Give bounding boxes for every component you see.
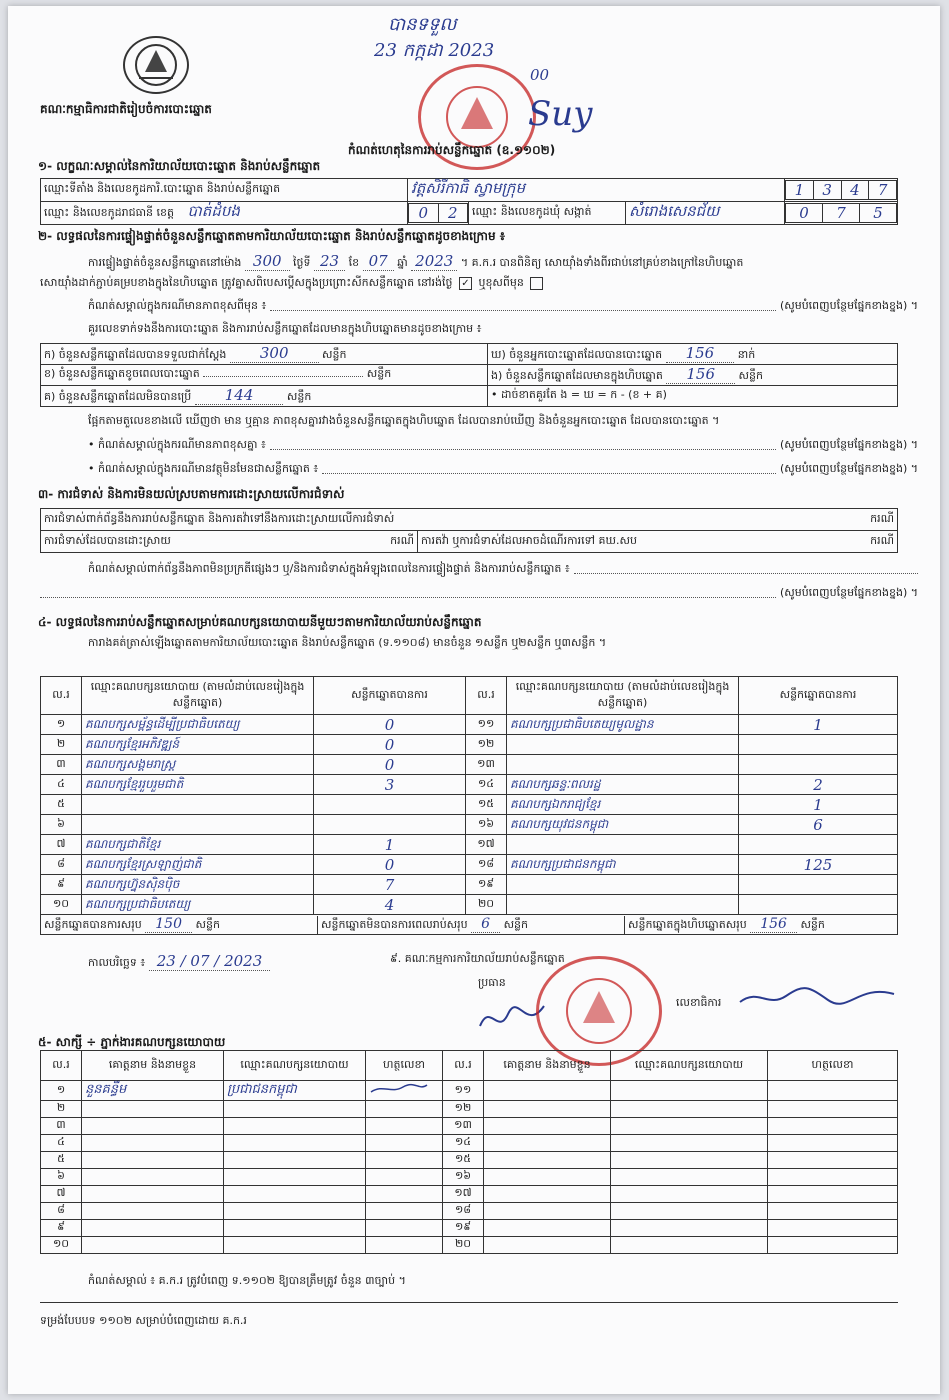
place-value: វត្តសិរីកាធិ ស្វាមក្រុម	[408, 179, 785, 202]
province-code-digit: 2	[438, 204, 468, 223]
party-row	[41, 795, 898, 815]
party-row	[41, 835, 898, 855]
count-formula: • ដាច់ខាតគួរតែ ង = ឃ = ក - (ខ + គ)	[488, 386, 898, 407]
witness-name	[484, 1081, 611, 1101]
party-votes	[739, 875, 898, 895]
count-value: 156	[666, 344, 735, 363]
count-row-d	[488, 344, 898, 365]
witness-party	[611, 1203, 768, 1220]
witness-name	[484, 1169, 611, 1186]
invalid-note-hint: (សូមបំពេញបន្ថែមផ្នែកខាងខ្នង) ។	[779, 462, 918, 475]
count-unit: សន្លឹក	[738, 369, 763, 382]
witness-name	[484, 1118, 611, 1135]
witness-party	[611, 1169, 768, 1186]
same-checkbox[interactable]: ✓	[459, 277, 472, 290]
witness-row	[41, 1135, 898, 1152]
count-row-e	[488, 365, 898, 386]
witness-no: ១២	[443, 1101, 484, 1118]
witness-party	[224, 1203, 366, 1220]
party-no: ១៩	[466, 875, 507, 895]
party-no: ១២	[466, 735, 507, 755]
resolved-row	[41, 531, 418, 553]
resolved-label: ការជំទាស់ដែលបានដោះស្រាយ	[44, 533, 171, 547]
section1-title: ១- លក្ខណៈសម្គាល់នៃការិយាល័យបោះឆ្នោត និងរាប់សន្លឹកឆ្នោត	[38, 159, 321, 173]
witness-party	[224, 1186, 366, 1203]
witness-name	[484, 1135, 611, 1152]
count-value: 144	[195, 386, 284, 405]
party-no: ៩	[41, 875, 82, 895]
forwarded-row	[418, 531, 898, 553]
invalid-note-label: • កំណត់សម្គាល់ក្នុងករណីមានវត្ថុមិនមែនជាសន្លឹកឆ្នោត ៖	[88, 462, 319, 475]
party-votes: 0	[314, 715, 466, 735]
witness-col-sign-2: ហត្ថលេខា	[768, 1051, 898, 1081]
total-valid	[41, 916, 318, 934]
witness-party: ប្រជាជនកម្ពុជា	[224, 1081, 366, 1101]
witness-party	[611, 1135, 768, 1152]
count-row-a	[41, 344, 488, 365]
witness-no: ៦	[41, 1169, 82, 1186]
place-code-digit: 4	[841, 181, 869, 200]
election-form-page	[8, 6, 940, 1394]
chief-signature-top: Suy	[528, 94, 593, 134]
witness-row	[41, 1101, 898, 1118]
commune-code-digit: 5	[860, 204, 897, 223]
commune-label: ឈ្មោះ និងលេខកូដឃុំ សង្កាត់	[469, 202, 626, 225]
witness-party	[224, 1237, 366, 1254]
witness-no: ១៦	[443, 1169, 484, 1186]
witness-row	[41, 1237, 898, 1254]
count-value: 300	[230, 344, 319, 363]
witness-row	[41, 1118, 898, 1135]
verify-hour: 300	[245, 252, 290, 271]
form-title: កំណត់ហេតុនៃការរាប់សន្លឹកឆ្នោត (ឧ.១១០២)	[348, 143, 556, 157]
party-name: គណបក្សជាតិខ្មែរ	[82, 835, 314, 855]
witness-signature	[366, 1135, 443, 1152]
party-name: គណបក្សសម្ព័ន្ធដើម្បីប្រជាធិបតេយ្យ	[82, 715, 314, 735]
witness-signature	[768, 1237, 898, 1254]
verify-line-2	[40, 276, 920, 292]
witness-signature	[768, 1169, 898, 1186]
count-label: ឃ) ចំនួនអ្នកបោះឆ្នោតដែលបានបោះឆ្នោត	[491, 348, 663, 361]
party-no: ១៧	[466, 835, 507, 855]
commune-code-digit: 0	[786, 204, 823, 223]
party-name: គណបក្សខ្មែររួបរួមជាតិ	[82, 775, 314, 795]
different-checkbox[interactable]	[530, 277, 543, 290]
party-no: ៦	[41, 815, 82, 835]
diff-note	[88, 438, 918, 454]
party-votes: 4	[314, 895, 466, 915]
objection-row	[41, 509, 898, 531]
received-code: 00	[530, 66, 550, 84]
unit-label: សន្លឹក	[195, 917, 220, 931]
witness-name	[484, 1186, 611, 1203]
footer-divider	[40, 1302, 898, 1303]
witness-name	[82, 1152, 224, 1169]
witness-col-no-2: ល.រ	[443, 1051, 484, 1081]
secretary-label: លេខាធិការ	[676, 996, 722, 1009]
witness-col-party: ឈ្មោះគណបក្សនយោបាយ	[224, 1051, 366, 1081]
party-name	[507, 735, 739, 755]
witness-no: ១៤	[443, 1135, 484, 1152]
party-name	[82, 815, 314, 835]
witness-name	[484, 1152, 611, 1169]
party-no: ១៨	[466, 855, 507, 875]
witness-signature	[366, 1186, 443, 1203]
party-no: ២០	[466, 895, 507, 915]
witness-party	[224, 1135, 366, 1152]
party-votes: 0	[314, 855, 466, 875]
witness-signature	[768, 1135, 898, 1152]
party-no: ១៤	[466, 775, 507, 795]
diff-note-hint-2: (សូមបំពេញបន្ថែមផ្នែកខាងខ្នង) ។	[779, 438, 918, 451]
party-name: គណបក្សប្រជាជនកម្ពុជា	[507, 855, 739, 875]
party-name	[507, 835, 739, 855]
witness-signature	[366, 1101, 443, 1118]
party-votes: 3	[314, 775, 466, 795]
party-no: ៤	[41, 775, 82, 795]
year-label: ឆ្នាំ	[397, 256, 408, 269]
received-date: 23 កក្កដា 2023	[374, 40, 495, 61]
section2-title: ២- លទ្ធផលនៃការផ្ទៀងផ្ទាត់ចំនួនសន្លឹកឆ្នោតតាមការិយាល័យបោះឆ្នោត និងរាប់សន្លឹកឆ្នោតដូចខាងក្រោម ៖	[38, 229, 506, 243]
count-label: ង) ចំនួនសន្លឹកឆ្នោតដែលមានក្នុងហិបឆ្នោត	[491, 369, 663, 382]
count-table	[40, 343, 898, 407]
section3-title: ៣- ការជំទាស់ និងការមិនយល់ស្របតាមការដោះស្រាយលើការជំទាស់	[38, 487, 345, 501]
party-votes: 1	[739, 715, 898, 735]
party-no: ៣	[41, 755, 82, 775]
witness-name: នួនគន្ធីម	[82, 1081, 224, 1101]
witness-name	[82, 1237, 224, 1254]
form-code: ទម្រង់បែបបទ ១១០២ សម្រាប់បំពេញដោយ គ.ក.រ	[40, 1314, 247, 1327]
place-code	[785, 179, 898, 202]
witness-col-name: គោត្តនាម និងនាមខ្លួន	[82, 1051, 224, 1081]
witness-signature	[366, 1169, 443, 1186]
witness-row	[41, 1220, 898, 1237]
party-votes	[739, 755, 898, 775]
commune-code	[785, 202, 898, 225]
party-votes: 0	[314, 735, 466, 755]
witness-col-no: ល.រ	[41, 1051, 82, 1081]
witness-no: ៩	[41, 1220, 82, 1237]
month-label: ខែ	[348, 256, 360, 269]
witness-signature	[768, 1101, 898, 1118]
irregularity-label: កំណត់សម្គាល់ពាក់ព័ន្ធនឹងភាពមិនប្រក្រតីផ្សេងៗ ឬ/និងការជំទាស់ក្នុងអំឡុងពេលនៃការផ្ទៀងផ្ទាត់ និងការរាប់សន្លឹកឆ្នោត ៖	[88, 562, 570, 575]
date-value: 23 / 07 / 2023	[149, 952, 271, 971]
verify-prefix: ការផ្ទៀងផ្ទាត់ចំនួនសន្លឹកឆ្នោតនៅម៉ោង	[88, 256, 242, 269]
party-name	[507, 875, 739, 895]
witness-signature	[366, 1203, 443, 1220]
party-votes	[739, 835, 898, 855]
count-row-c	[41, 386, 488, 407]
date-line	[88, 952, 270, 972]
party-no: ១៥	[466, 795, 507, 815]
party-name: គណបក្សហ្វ៊ុនស៊ិនប៉ិច	[82, 875, 314, 895]
invalid-note	[88, 462, 918, 478]
witness-signature	[768, 1152, 898, 1169]
party-row	[41, 735, 898, 755]
total-box-label: សន្លឹកឆ្នោតក្នុងហិបឆ្នោតសរុប	[628, 917, 747, 931]
party-name: គណបក្សសង្គមរាស្ត្រ	[82, 755, 314, 775]
count-label: គ) ចំនួនសន្លឹកឆ្នោតដែលមិនបានប្រើ	[44, 390, 192, 403]
section5-title: ៥- សាក្សី ÷ ភ្នាក់ងារគណបក្សនយោបាយ	[38, 1035, 226, 1049]
witness-signature	[768, 1186, 898, 1203]
forwarded-label: ការតវ៉ា ឬការជំទាស់ដែលអាចដំណើរការទៅ គឃ.សប	[421, 533, 637, 547]
witness-name	[82, 1101, 224, 1118]
footer-note: កំណត់សម្គាល់ ៖ គ.ក.រ ត្រូវបំពេញ ទ.១១០២ ឱ្យបានត្រឹមត្រូវ ចំនួន ៣ច្បាប់ ។	[88, 1274, 406, 1287]
place-code-digit: 3	[813, 181, 841, 200]
party-row	[41, 875, 898, 895]
count-label: ខ) ចំនួនសន្លឹកឆ្នោតខូចពេលបោះឆ្នោត	[44, 367, 200, 380]
witness-signature	[768, 1203, 898, 1220]
witness-name	[82, 1186, 224, 1203]
province-code-digit: 0	[409, 204, 439, 223]
party-votes	[739, 895, 898, 915]
witness-no: ១០	[41, 1237, 82, 1254]
party-name	[507, 755, 739, 775]
party-no: ៨	[41, 855, 82, 875]
witness-name	[82, 1203, 224, 1220]
witness-name	[484, 1101, 611, 1118]
totals-row	[41, 915, 898, 935]
chair-label: ប្រធាន	[478, 976, 506, 989]
witness-signature	[366, 1081, 443, 1101]
verify-text: ។ គ.ក.រ បានពិនិត្យ សោយ៉ាំងទាំងពីរជាប់នៅគ្រប់ខាងក្រៅនៃហិបឆ្នោត	[460, 256, 744, 269]
party-no: ៧	[41, 835, 82, 855]
witness-party	[611, 1237, 768, 1254]
col-no: ល.រ	[41, 677, 82, 715]
party-name: គណបក្សខ្មែរអភិវឌ្ឍន៍	[82, 735, 314, 755]
diff-note-label-2: • កំណត់សម្គាល់ក្នុងករណីមានភាពខុសគ្នា ៖	[88, 438, 266, 451]
party-name	[82, 795, 314, 815]
party-name: គណបក្សយុវជនកម្ពុជា	[507, 815, 739, 835]
party-no: ២	[41, 735, 82, 755]
witness-col-party-2: ឈ្មោះគណបក្សនយោបាយ	[611, 1051, 768, 1081]
total-valid-value: 150	[145, 916, 192, 933]
irregularity-note	[88, 562, 918, 578]
witness-no: ២០	[443, 1237, 484, 1254]
party-name: គណបក្សឆន្ទៈពលរដ្ឋ	[507, 775, 739, 795]
witness-no: ៤	[41, 1135, 82, 1152]
witness-party	[611, 1152, 768, 1169]
unit-label: សន្លឹក	[800, 917, 825, 931]
party-no: ១០	[41, 895, 82, 915]
count-row-b	[41, 365, 488, 386]
witness-no: ១៥	[443, 1152, 484, 1169]
section4-intro: ការាងគត់ត្រាស់ឡើងឆ្នោតតាមការិយាល័យបោះឆ្នោត និងរាប់សន្លឹកឆ្នោត (ទ.១១០៨) មានចំនួន ១សន្លឹក ឬ២សន្លឹក ឬ៣សន្លឹក ។	[88, 636, 607, 649]
count-unit: សន្លឹក	[366, 367, 392, 380]
date-label: កាលបរិច្ឆេទ ៖	[88, 956, 146, 969]
verify-year: 2023	[411, 252, 457, 271]
witness-name	[484, 1203, 611, 1220]
verify-month: 07	[363, 252, 394, 271]
col-votes-2: សន្លឹកឆ្នោតបានការ	[739, 677, 898, 715]
total-invalid	[318, 916, 625, 934]
witness-party	[611, 1186, 768, 1203]
resolved-unit: ករណី	[390, 533, 414, 547]
diff-note-label: កំណត់សម្គាល់ក្នុងករណីមានភាពខុសពីមុន ៖	[88, 299, 267, 312]
witness-signature	[366, 1118, 443, 1135]
witness-row	[41, 1169, 898, 1186]
witness-no: ២	[41, 1101, 82, 1118]
count-value: 156	[666, 365, 735, 384]
committee-label: ៩. គណៈកម្មការការិយាល័យរាប់សន្លឹកឆ្នោត	[390, 952, 565, 965]
different-label: ឬខុសពីមុន	[478, 276, 524, 289]
verify-line	[88, 252, 918, 272]
province-code	[408, 202, 469, 225]
witness-row	[41, 1152, 898, 1169]
witness-party	[224, 1118, 366, 1135]
witness-party	[611, 1101, 768, 1118]
witness-col-name-2: គោត្តនាម និងនាមខ្លួន	[484, 1051, 611, 1081]
witness-signature	[366, 1220, 443, 1237]
province-row	[41, 202, 408, 225]
witness-signature	[768, 1118, 898, 1135]
place-code-digit: 7	[869, 181, 897, 200]
witness-no: ១	[41, 1081, 82, 1101]
count-unit: នាក់	[737, 348, 756, 361]
party-no: ១	[41, 715, 82, 735]
total-invalid-label: សន្លឹកឆ្នោតមិនបានការពេលរាប់សរុប	[321, 917, 468, 931]
party-row	[41, 775, 898, 795]
witness-no: ៥	[41, 1152, 82, 1169]
place-label: ឈ្មោះទីតាំង និងលេខកូដការិ.បោះឆ្នោត និងរាប់សន្លឹកឆ្នោត	[41, 179, 408, 202]
commune-value: សំរោងសេនជ័យ	[626, 202, 785, 225]
objection-table	[40, 508, 898, 553]
place-code-digit: 1	[786, 181, 814, 200]
count-label: ក) ចំនួនសន្លឹកឆ្នោតដែលបានទទួលជាក់ស្តែង	[44, 348, 227, 361]
witness-party	[224, 1220, 366, 1237]
count-intro: គួរលេខទាក់ទងនឹងការបោះឆ្នោត និងការរាប់សន្លឹកឆ្នោតដែលមានក្នុងហិបឆ្នោតមានដូចខាងក្រោម ៖	[88, 322, 482, 335]
witness-table	[40, 1050, 898, 1254]
province-value: បាត់ដំបង	[187, 202, 240, 220]
party-votes	[314, 815, 466, 835]
col-party: ឈ្មោះគណបក្សនយោបាយ (តាមលំដាប់លេខរៀងក្នុងសន្លឹកឆ្នោត)	[82, 677, 314, 715]
objection-label: ការជំទាស់ពាក់ព័ន្ធនឹងការរាប់សន្លឹកឆ្នោត និងការតវ៉ាទៅនឹងការដោះស្រាយលើការជំទាស់	[44, 511, 395, 525]
witness-signature	[768, 1220, 898, 1237]
diff-note-hint: (សូមបំពេញបន្ថែមផ្នែកខាងខ្នង) ។	[779, 299, 918, 312]
party-name	[507, 895, 739, 915]
party-row	[41, 895, 898, 915]
party-no: ១១	[466, 715, 507, 735]
party-row	[41, 855, 898, 875]
witness-row	[41, 1203, 898, 1220]
party-votes: 0	[314, 755, 466, 775]
verify-day: 23	[314, 252, 345, 271]
province-label: ឈ្មោះ និងលេខកូដរាជធានី ខេត្ត	[44, 206, 174, 219]
party-results-table	[40, 676, 898, 935]
witness-row	[41, 1186, 898, 1203]
station-info-table	[40, 178, 898, 225]
total-box-value: 156	[750, 916, 797, 933]
total-invalid-value: 6	[471, 916, 500, 933]
count-unit: សន្លឹក	[322, 348, 347, 361]
party-name: គណបក្សប្រជាធិបតេយ្យមូលដ្ឋាន	[507, 715, 739, 735]
witness-signature	[366, 1237, 443, 1254]
irregularity-hint: (សូមបំពេញបន្ថែមផ្នែកខាងខ្នង) ។	[779, 586, 918, 599]
witness-col-sign: ហត្ថលេខា	[366, 1051, 443, 1081]
witness-party	[224, 1101, 366, 1118]
objection-unit: ករណី	[870, 511, 894, 525]
party-no: ១៦	[466, 815, 507, 835]
diff-note-line	[88, 299, 918, 315]
witness-signature-icon	[369, 1082, 429, 1096]
party-votes: 6	[739, 815, 898, 835]
total-box	[625, 916, 897, 934]
witness-party	[611, 1118, 768, 1135]
witness-no: ១៣	[443, 1118, 484, 1135]
party-no: ១៣	[466, 755, 507, 775]
col-no-2: ល.រ	[466, 677, 507, 715]
witness-no: ១៩	[443, 1220, 484, 1237]
total-valid-label: សន្លឹកឆ្នោតបានការសរុប	[44, 917, 142, 931]
witness-no: ៧	[41, 1186, 82, 1203]
verify-text-2: សោយ៉ាំងដាក់ភ្ជាប់គម្របខាងក្នុងនៃហិបឆ្នោត ត្រូវគ្នាសពិបេសប្តើសក្នុងប្រព្រោះសីកសន្លឹកឆ្នោត នៅរង់ថ្ងៃ	[40, 276, 453, 289]
party-name: គណបក្សខ្មែរស្រឡាញ់ជាតិ	[82, 855, 314, 875]
received-note: បានទទួល	[388, 14, 457, 35]
party-votes	[314, 795, 466, 815]
unit-label: សន្លឹក	[503, 917, 529, 931]
witness-party	[611, 1081, 768, 1101]
witness-no: ១១	[443, 1081, 484, 1101]
commune-code-digit: 7	[823, 204, 860, 223]
witness-name	[82, 1220, 224, 1237]
party-votes	[739, 735, 898, 755]
count-unit: សន្លឹក	[286, 390, 312, 403]
witness-signature	[768, 1081, 898, 1101]
witness-name	[82, 1169, 224, 1186]
witness-party	[611, 1220, 768, 1237]
party-votes: 7	[314, 875, 466, 895]
party-votes: 1	[314, 835, 466, 855]
section4-title: ៤- លទ្ធផលនៃការរាប់សន្លឹកឆ្នោតសម្រាប់គណបក្សនយោបាយនីមួយៗតាមការិយាល័យរាប់សន្លឹកឆ្នោត	[38, 615, 482, 629]
committee-emblem-icon	[123, 36, 189, 94]
witness-row	[41, 1081, 898, 1101]
irregularity-note-2	[40, 586, 918, 602]
party-votes: 1	[739, 795, 898, 815]
party-row	[41, 715, 898, 735]
witness-no: ១៨	[443, 1203, 484, 1220]
witness-name	[82, 1135, 224, 1152]
committee-name: គណៈកម្មាធិការជាតិរៀបចំការបោះឆ្នោត	[40, 102, 212, 116]
col-votes: សន្លឹកឆ្នោតបានការ	[314, 677, 466, 715]
col-party-2: ឈ្មោះគណបក្សនយោបាយ (តាមលំដាប់លេខរៀងក្នុងសន្លឹកឆ្នោត)	[507, 677, 739, 715]
secretary-signature-icon	[738, 978, 898, 1018]
day-label: ថ្ងៃទី	[293, 256, 311, 269]
witness-party	[224, 1152, 366, 1169]
witness-signature	[366, 1152, 443, 1169]
party-no: ៥	[41, 795, 82, 815]
witness-no: ៣	[41, 1118, 82, 1135]
witness-name	[484, 1220, 611, 1237]
party-votes: 125	[739, 855, 898, 875]
forwarded-unit: ករណី	[870, 533, 894, 547]
party-votes: 2	[739, 775, 898, 795]
witness-party	[224, 1169, 366, 1186]
witness-no: ១៧	[443, 1186, 484, 1203]
compare-text: ផ្អែកតាមតួលេខខាងលើ ឃើញថា មាន ឬគ្មាន ភាពខុសគ្នារវាងចំនួនសន្លឹកឆ្នោតក្នុងហិបឆ្នោត ដែលបានរាប់ឃើញ និងចំនួនអ្នកបោះឆ្នោត ដែលបានបោះឆ្នោត ។	[88, 414, 720, 427]
party-name: គណបក្សប្រជាធិបតេយ្យ	[82, 895, 314, 915]
witness-name	[82, 1118, 224, 1135]
witness-name	[484, 1237, 611, 1254]
party-row	[41, 755, 898, 775]
party-row	[41, 815, 898, 835]
witness-no: ៨	[41, 1203, 82, 1220]
party-name: គណបក្សឯករាជ្យខ្មែរ	[507, 795, 739, 815]
